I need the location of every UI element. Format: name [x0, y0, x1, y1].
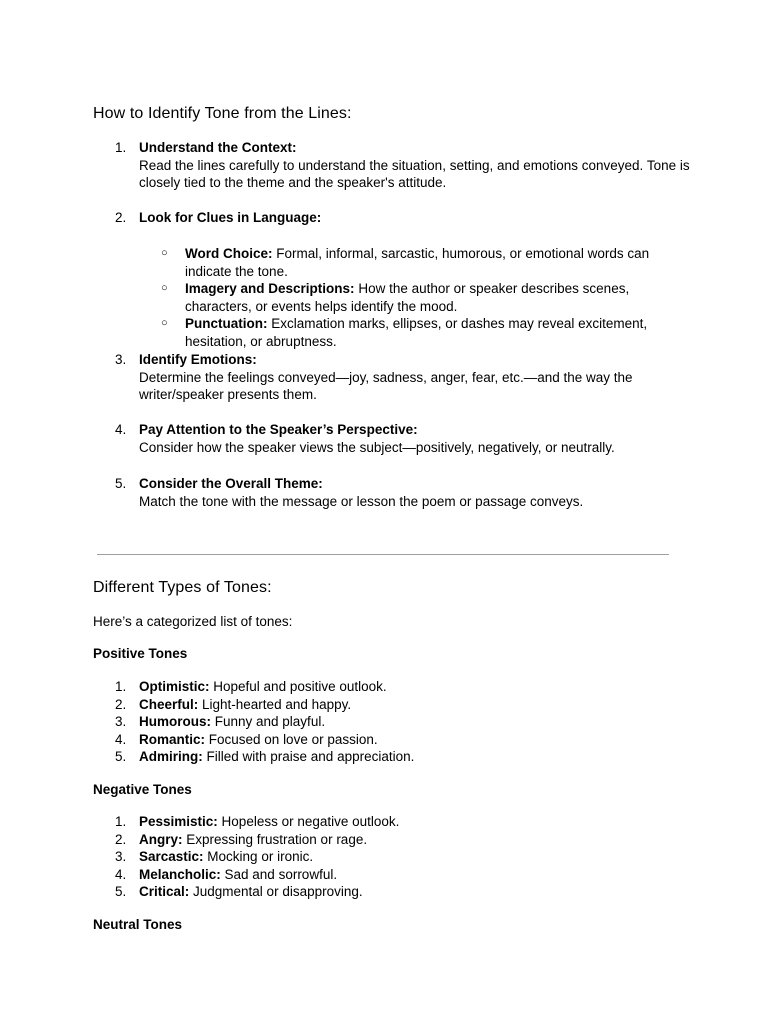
- list-number: 3.: [115, 849, 127, 864]
- list-item: [93, 813, 693, 831]
- identify-tone-list-3: [93, 351, 693, 404]
- item-body: Match the tone with the message or lesson the poem or passage conveys.: [139, 493, 584, 509]
- negative-tones-list: [93, 813, 693, 901]
- list-item: [93, 351, 693, 404]
- list-item: [93, 848, 693, 866]
- tone-label: Sarcastic:: [139, 849, 204, 864]
- list-number: 4.: [115, 422, 127, 437]
- item-body: Consider how the speaker views the subject—positively, negatively, or neutrally.: [139, 439, 615, 455]
- list-number: 5.: [115, 749, 127, 764]
- tone-label: Melancholic:: [139, 866, 221, 882]
- list-number: 5.: [115, 476, 127, 491]
- tone-description: Hopeless or negative outlook.: [217, 814, 400, 829]
- hollow-circle-bullet-icon: ○: [161, 282, 168, 294]
- tone-label: Pessimistic:: [139, 814, 218, 829]
- subheading-neutral-tones: Neutral Tones: [93, 917, 183, 932]
- list-item: [93, 421, 693, 456]
- tone-label: Humorous:: [139, 714, 211, 729]
- list-number: 2.: [115, 696, 127, 712]
- list-item: [93, 713, 693, 731]
- language-clues-sublist: [93, 245, 693, 350]
- identify-tone-list-2: [93, 209, 693, 227]
- identify-tone-list: [93, 139, 693, 192]
- sub-item-text: How the author or speaker describes scenes, characters, or events helps identify the mood.: [185, 281, 630, 314]
- list-item: [93, 696, 693, 714]
- tone-description: Focused on love or passion.: [205, 731, 378, 747]
- subheading-positive-tones: Positive Tones: [93, 646, 188, 661]
- list-number: 3.: [115, 352, 127, 367]
- intro-paragraph: Here’s a categorized list of tones:: [93, 614, 293, 629]
- item-title: Pay Attention to the Speaker’s Perspective:: [139, 422, 418, 437]
- tone-description: Funny and playful.: [211, 714, 326, 729]
- tone-description: Filled with praise and appreciation.: [202, 749, 415, 764]
- sub-item-text: Exclamation marks, ellipses, or dashes may reveal excitement, hesitation, or abruptness.: [185, 316, 648, 349]
- list-number: 1.: [115, 814, 127, 829]
- tone-label: Critical:: [139, 884, 190, 899]
- list-item: [93, 731, 693, 749]
- tone-label: Romantic:: [139, 731, 206, 747]
- item-body: Determine the feelings conveyed—joy, sadness, anger, fear, etc.—and the way the writer/speaker presents them.: [139, 369, 633, 402]
- tone-description: Mocking or ironic.: [203, 849, 314, 864]
- list-number: 1.: [115, 679, 127, 694]
- hollow-circle-bullet-icon: ○: [161, 317, 168, 329]
- hollow-circle-bullet-icon: ○: [161, 247, 168, 259]
- section-heading-tone-types: Different Types of Tones:: [93, 579, 272, 596]
- list-number: 2.: [115, 210, 127, 225]
- tone-description: Expressing frustration or rage.: [182, 831, 368, 847]
- sub-item-text: Formal, informal, sarcastic, humorous, or emotional words can indicate the tone.: [185, 246, 650, 279]
- list-item: [93, 831, 693, 849]
- list-item: [93, 139, 693, 192]
- sub-list-item: [93, 245, 693, 280]
- list-item: [93, 748, 693, 766]
- item-body: Read the lines carefully to understand the situation, setting, and emotions conveyed. Tone is closely tied to the theme and the speaker's attitude.: [139, 157, 690, 190]
- identify-tone-list-4: [93, 421, 693, 456]
- tone-label: Admiring:: [139, 749, 203, 764]
- identify-tone-list-5: [93, 475, 693, 510]
- tone-label: Cheerful:: [139, 696, 199, 712]
- list-item: [93, 209, 693, 227]
- subheading-negative-tones: Negative Tones: [93, 782, 192, 797]
- tone-description: Hopeful and positive outlook.: [209, 679, 387, 694]
- item-title: Consider the Overall Theme:: [139, 476, 323, 491]
- list-number: 4.: [115, 731, 127, 747]
- tone-label: Angry:: [139, 831, 183, 847]
- list-number: 1.: [115, 140, 127, 155]
- sub-list-item: [93, 315, 693, 350]
- tone-label: Optimistic:: [139, 679, 210, 694]
- section-heading-identify-tone: How to Identify Tone from the Lines:: [93, 105, 352, 122]
- list-number: 5.: [115, 884, 127, 899]
- list-number: 4.: [115, 866, 127, 882]
- sub-list-item: [93, 280, 693, 315]
- sub-item-label: Punctuation:: [185, 316, 268, 331]
- item-title: Look for Clues in Language:: [139, 210, 322, 225]
- list-number: 2.: [115, 831, 127, 847]
- tone-description: Light-hearted and happy.: [198, 696, 352, 712]
- item-title: Understand the Context:: [139, 140, 297, 155]
- horizontal-divider: [97, 554, 669, 555]
- positive-tones-list: [93, 678, 693, 766]
- list-item: [93, 866, 693, 884]
- list-item: [93, 883, 693, 901]
- item-title: Identify Emotions:: [139, 352, 257, 367]
- list-number: 3.: [115, 714, 127, 729]
- list-item: [93, 678, 693, 696]
- sub-item-label: Imagery and Descriptions:: [185, 281, 355, 296]
- tone-description: Sad and sorrowful.: [220, 866, 338, 882]
- list-item: [93, 475, 693, 510]
- tone-description: Judgmental or disapproving.: [189, 884, 363, 899]
- sub-item-label: Word Choice:: [185, 246, 273, 261]
